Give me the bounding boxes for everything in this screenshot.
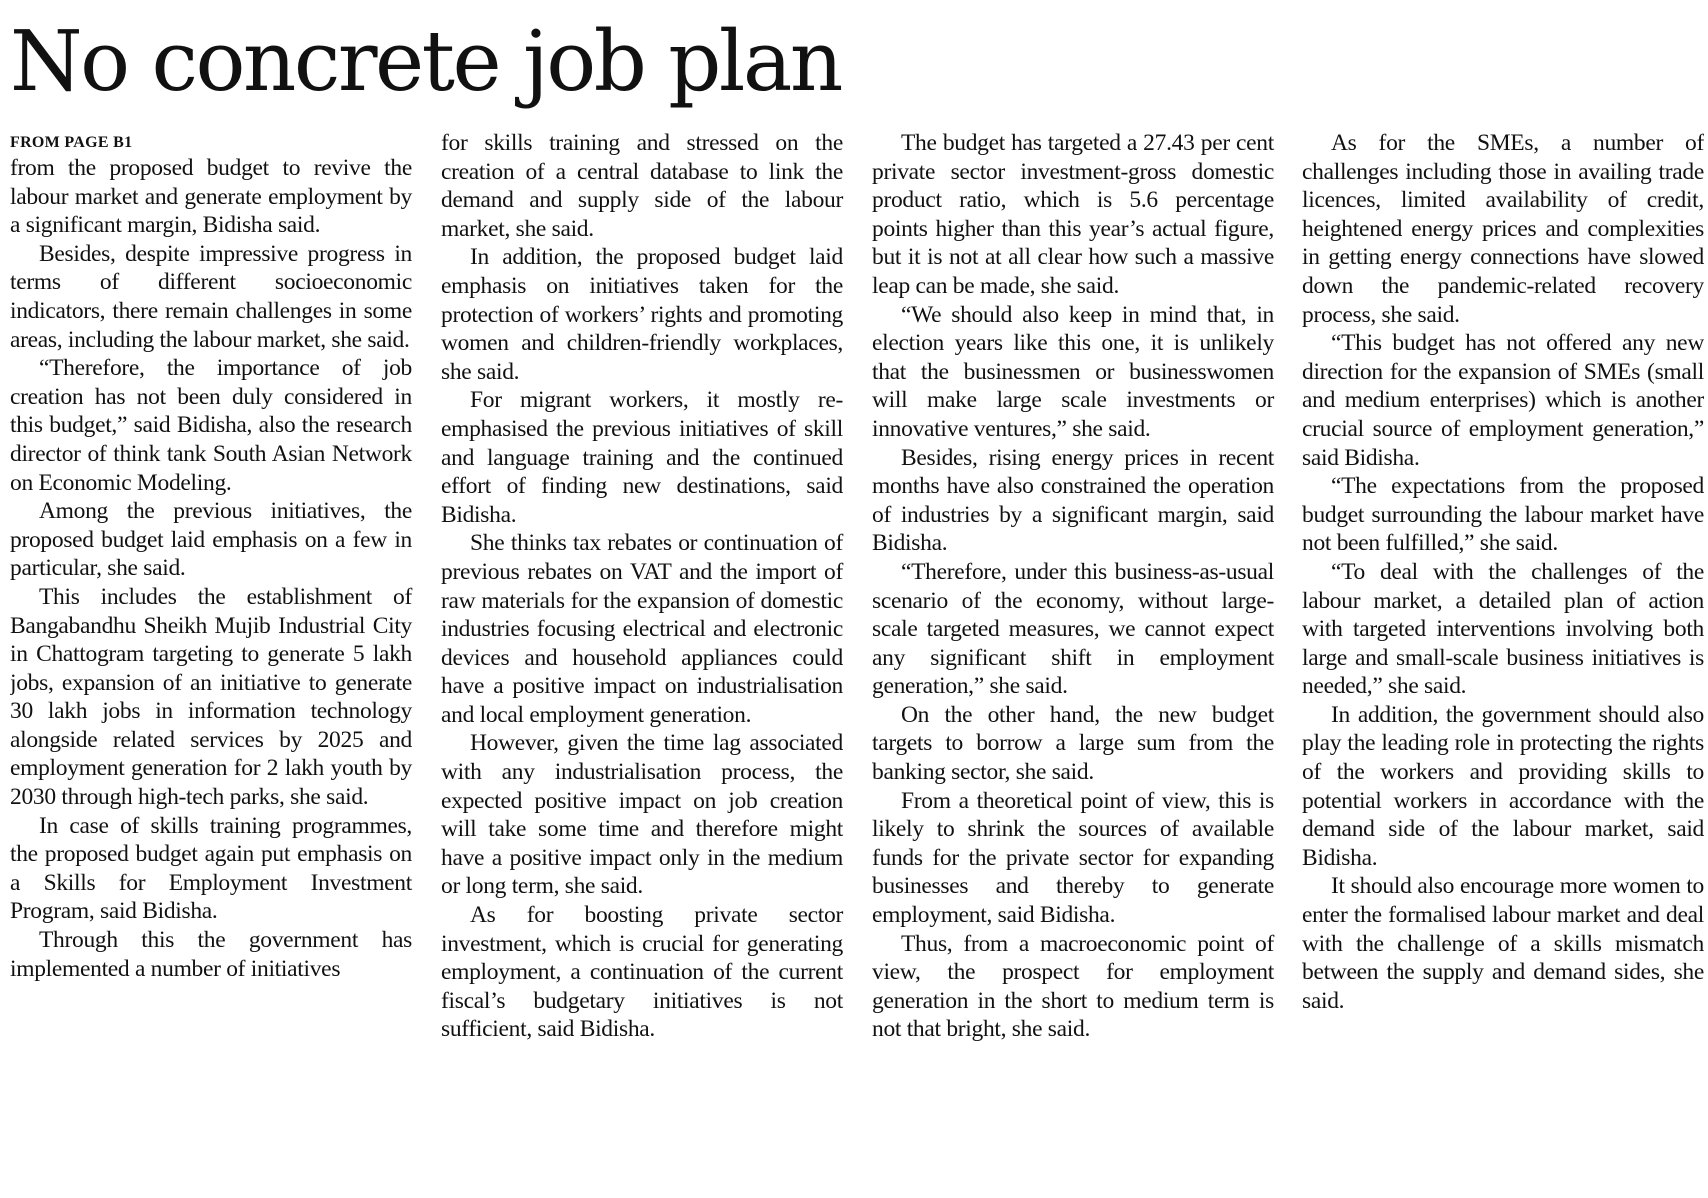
paragraph: “To deal with the challenges of the labour market, a detailed plan of action with targeted interventions involving both large and small-scale business initiatives is needed,” she said. (1302, 558, 1704, 700)
paragraph: “The expectations from the proposed budget surrounding the labour market have not been fulfilled,” she said. (1302, 473, 1704, 557)
paragraph: Besides, rising energy prices in recent months have also constrained the operation of industries by a significant margin, said Bidisha. (872, 444, 1274, 557)
column-2 (441, 129, 843, 1044)
paragraph: This includes the establishment of Bangabandhu Sheikh Mujib Industrial City in Chattogram targeting to generate 5 lakh jobs, expansion of an initiative to generate 30 lakh jobs in information technology alongside related services by 2025 and employment generation for 2 lakh youth by 2030 through high-tech parks, she said. (10, 583, 412, 811)
paragraph: Through this the government has implemented a number of initiatives (10, 927, 412, 982)
paragraph: for skills training and stressed on the creation of a central database to link the demand and supply side of the labour market, she said. (441, 130, 843, 242)
paragraph: In addition, the proposed budget laid emphasis on initiatives taken for the protection of workers’ rights and promoting women and children-friendly workplaces, she said. (441, 244, 843, 385)
column-1 (10, 129, 412, 983)
article-body (10, 129, 1704, 1191)
paragraph: Besides, despite impressive progress in terms of different socioeconomic indicators, there remain challenges in some areas, including the labour market, she said. (10, 240, 412, 353)
paragraph: It should also encourage more women to enter the formalised labour market and deal with the challenge of a skills mismatch between the supply and demand sides, she said. (1302, 873, 1704, 1014)
paragraph: “We should also keep in mind that, in election years like this one, it is unlikely that the businessmen or businesswomen will make large scale investments or innovative ventures,” she said. (872, 301, 1274, 442)
column-4 (1302, 129, 1704, 1015)
paragraph: For migrant workers, it mostly re-emphasised the previous initiatives of skill and language training and the continued effort of finding new destinations, said Bidisha. (441, 387, 843, 528)
paragraph: The budget has targeted a 27.43 per cent private sector investment-gross domestic product ratio, which is 5.6 percentage points higher than this year’s actual figure, but it is not at all clear how such a massive leap can be made, she said. (872, 130, 1274, 299)
column-3 (872, 129, 1274, 1044)
paragraph: “Therefore, the importance of job creation has not been duly considered in this budget,” said Bidisha, also the research director of think tank South Asian Network on Economic Modeling. (10, 355, 412, 496)
paragraph: As for boosting private sector investment, which is crucial for generating employment, a continuation of the current fiscal’s budgetary initiatives is not sufficient, said Bidisha. (441, 902, 843, 1043)
paragraph: from the proposed budget to revive the labour market and generate employment by a significant margin, Bidisha said. (10, 155, 412, 239)
paragraph: As for the SMEs, a number of challenges including those in availing trade licences, limited availability of credit, heightened energy prices and complexities in getting energy connections have slowed down the pandemic-related recovery process, she said. (1302, 130, 1704, 328)
paragraph: In addition, the government should also play the leading role in protecting the rights of the workers and providing skills to potential workers in accordance with the demand side of the labour market, said Bidisha. (1302, 701, 1704, 871)
paragraph: “This budget has not offered any new direction for the expansion of SMEs (small and medium enterprises) which is another crucial source of employment generation,” said Bidisha. (1302, 330, 1704, 471)
headline: No concrete job plan (10, 13, 841, 110)
jump-label: FROM PAGE B1 (10, 134, 133, 151)
paragraph: “Therefore, under this business-as-usual scenario of the economy, without large-scale targeted measures, we cannot expect any significant shift in employment generation,” she said. (872, 558, 1274, 700)
paragraph: From a theoretical point of view, this is likely to shrink the sources of available funds for the private sector for expanding businesses and thereby to generate employment, said Bidisha. (872, 787, 1274, 929)
paragraph: However, given the time lag associated with any industrialisation process, the expected positive impact on job creation will take some time and therefore might have a positive impact only in the medium or long term, she said. (441, 730, 843, 900)
paragraph: Among the previous initiatives, the proposed budget laid emphasis on a few in particular, she said. (10, 498, 412, 582)
paragraph: She thinks tax rebates or continuation of previous rebates on VAT and the import of raw materials for the expansion of domestic industries focusing electrical and electronic devices and household appliances could have a positive impact on industrialisation and local employment generation. (441, 530, 843, 728)
paragraph: Thus, from a macroeconomic point of view, the prospect for employment generation in the short to medium term is not that bright, she said. (872, 930, 1274, 1043)
paragraph: In case of skills training programmes, the proposed budget again put emphasis on a Skills for Employment Investment Program, said Bidisha. (10, 812, 412, 925)
paragraph: On the other hand, the new budget targets to borrow a large sum from the banking sector, she said. (872, 701, 1274, 786)
